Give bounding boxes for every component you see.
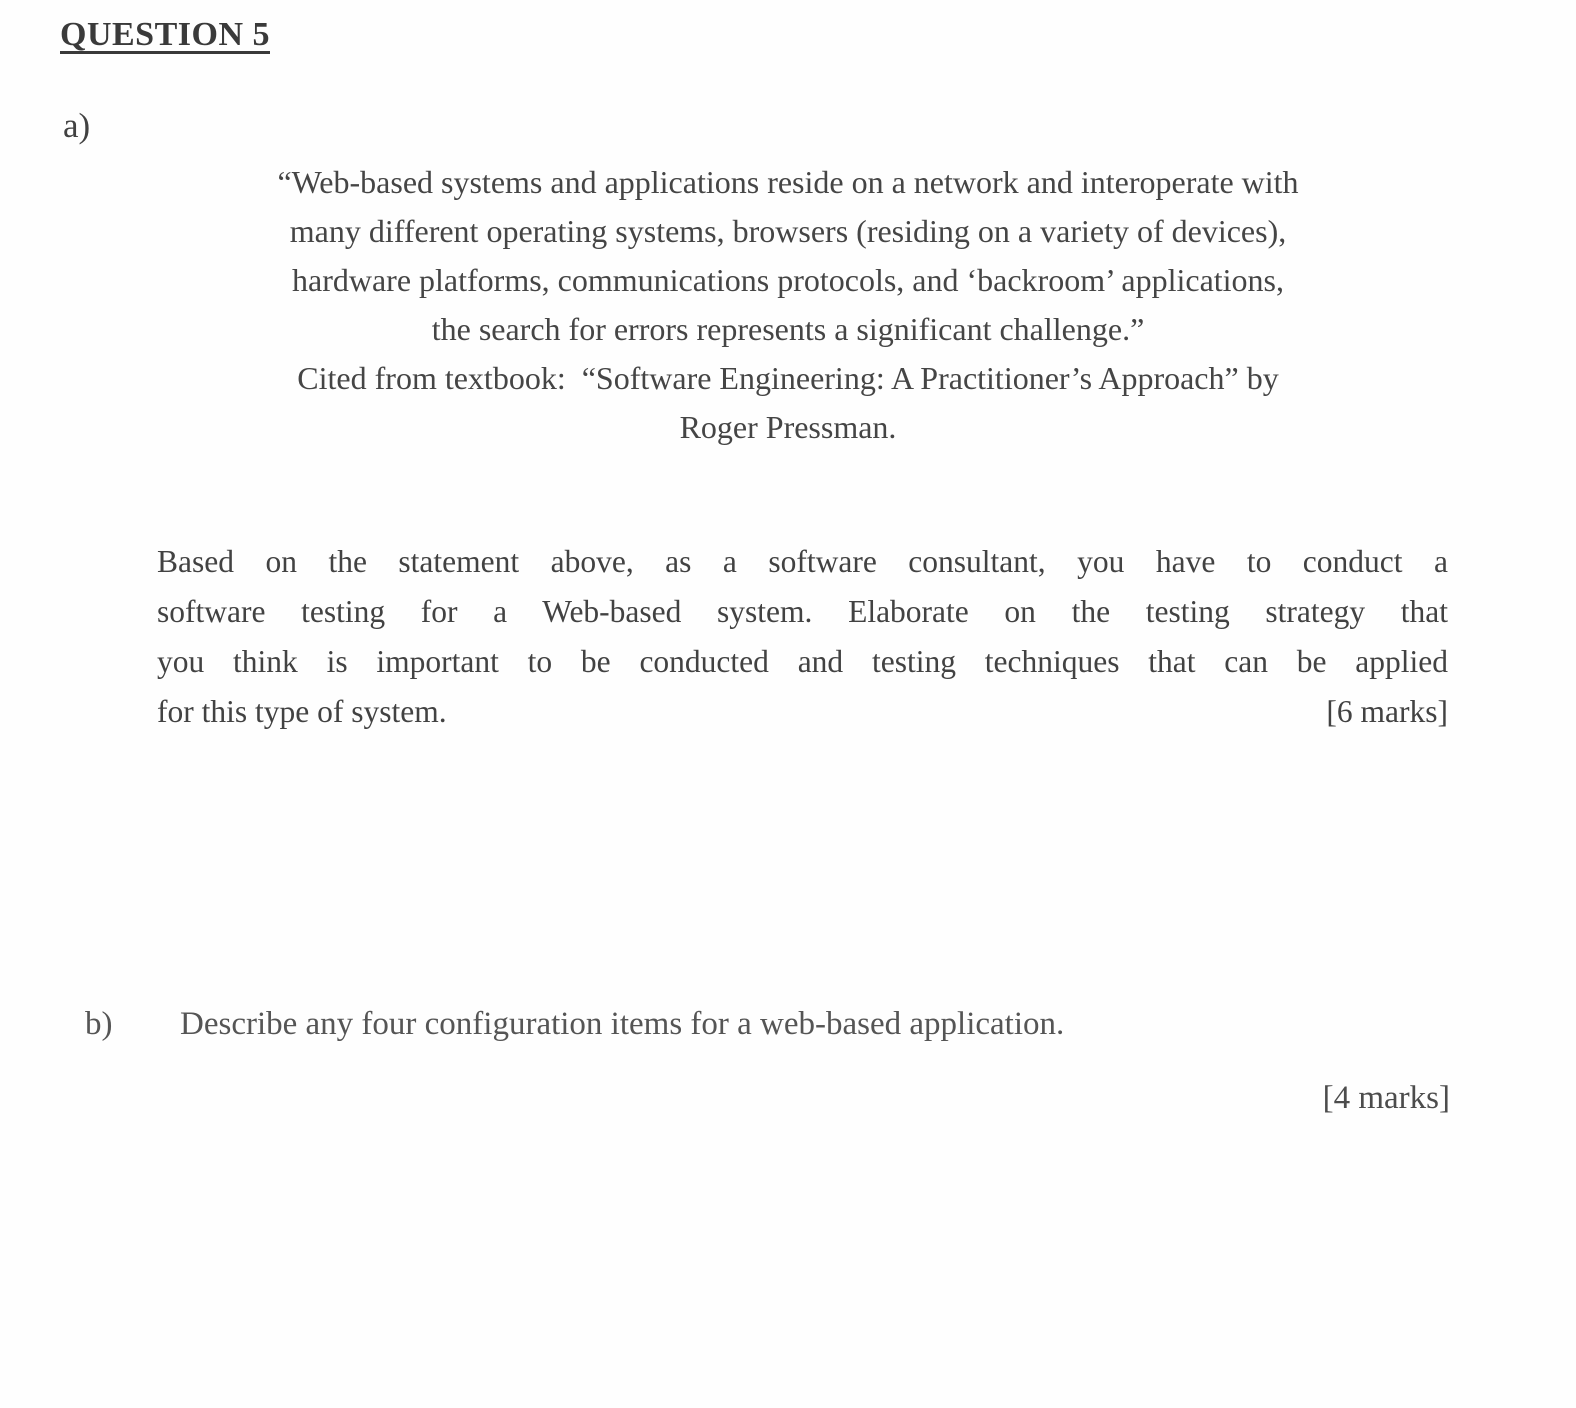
part-a-marks: [6 marks]: [1326, 694, 1448, 729]
body-last-line: [157, 687, 1448, 737]
quote-line: many different operating systems, browsers (residing on a variety of devices),: [289, 213, 1287, 249]
part-b-text: Describe any four configuration items for a web-based application.: [180, 1006, 1065, 1042]
body-line-end: for this type of system.: [157, 694, 447, 729]
part-b-label: b): [85, 1006, 113, 1042]
quote-block: [123, 158, 1453, 452]
body-line: you think is important to be conducted and testing techniques that can be applied: [157, 644, 1448, 679]
quote-line: the search for errors represents a significant challenge.”: [431, 311, 1145, 347]
quote-line: “Web-based systems and applications reside on a network and interoperate with: [277, 164, 1299, 200]
citation-line: Cited from textbook: “Software Engineering: A Practitioner’s Approach” by: [297, 360, 1279, 396]
part-b-marks: [4 marks]: [1322, 1080, 1450, 1116]
body-line: software testing for a Web-based system. Elaborate on the testing strategy that: [157, 594, 1448, 629]
body-line: Based on the statement above, as a software consultant, you have to conduct a: [157, 544, 1448, 579]
question-heading: QUESTION 5: [60, 16, 270, 53]
part-b-row: [85, 1006, 1465, 1043]
part-a-body: [157, 537, 1448, 737]
part-a-label: a): [63, 106, 91, 145]
citation-line: Roger Pressman.: [679, 409, 897, 445]
quote-line: hardware platforms, communications protocols, and ‘backroom’ applications,: [292, 262, 1284, 298]
